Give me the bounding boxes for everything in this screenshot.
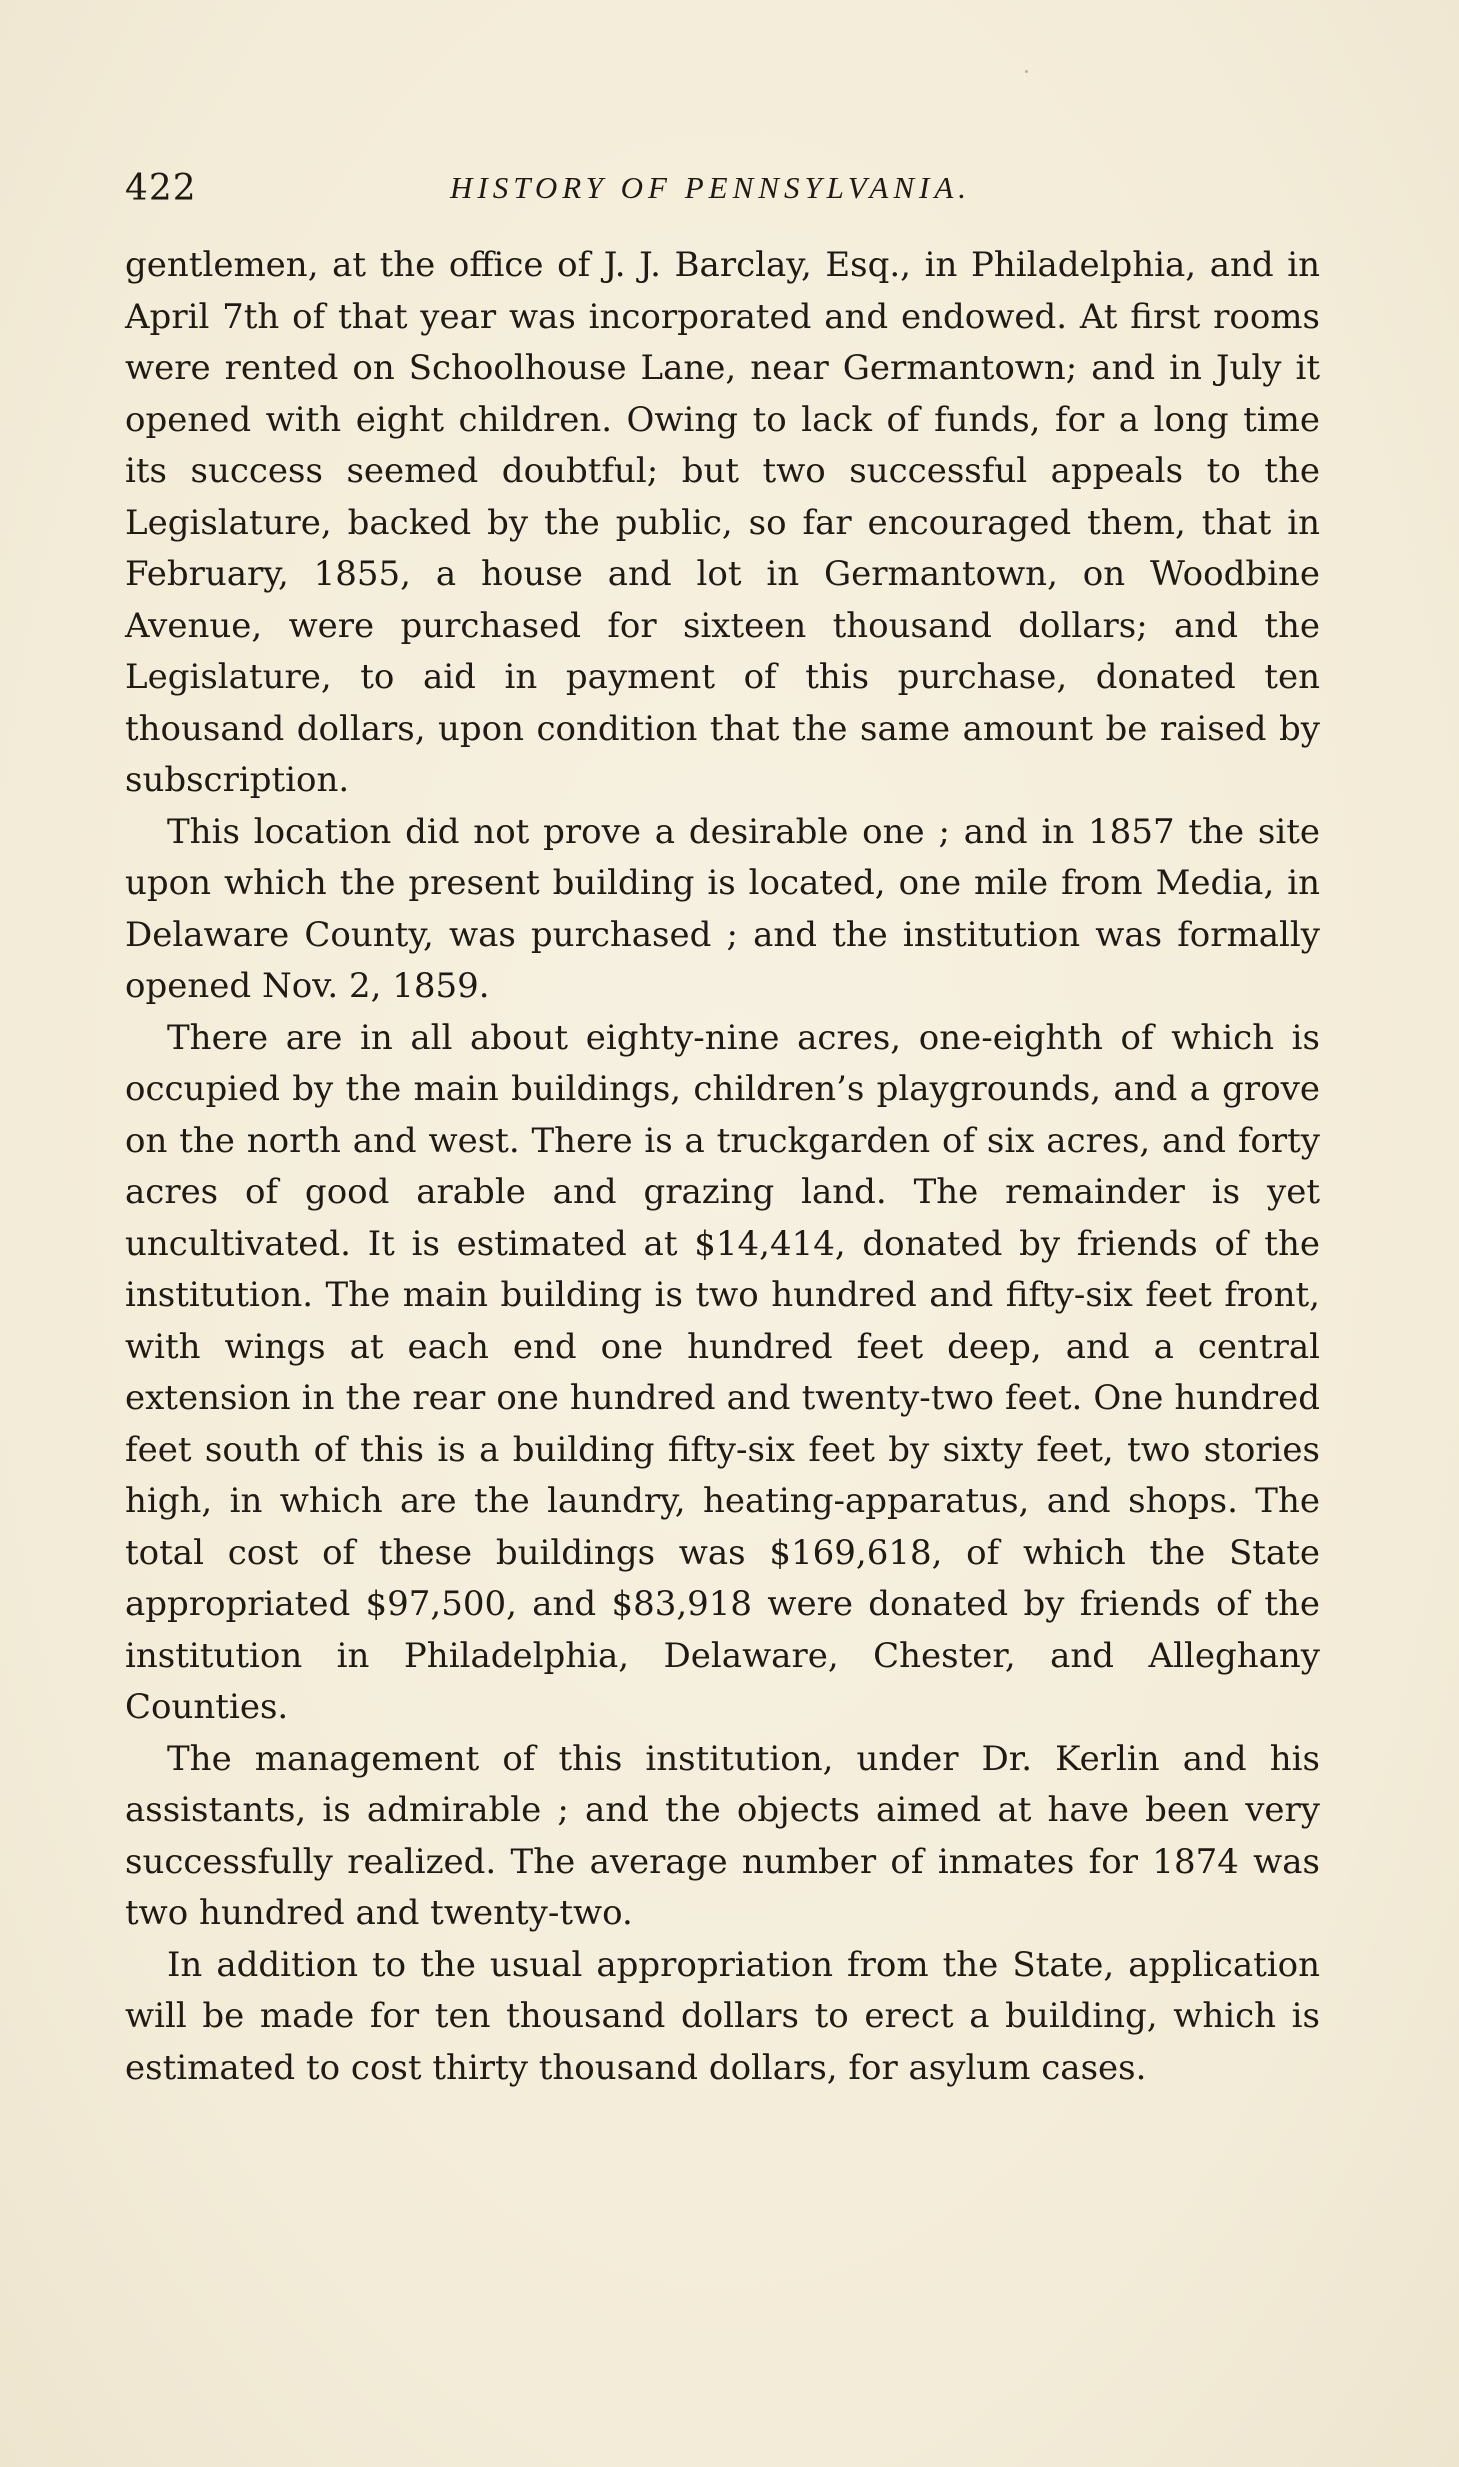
body-text	[125, 240, 1320, 2094]
paper-speck	[1025, 70, 1028, 73]
paragraph-4: The management of this institution, under Dr. Kerlin and his assistants, is admirable ; and the objects aimed at have been very successfully realized. The average number of inmates for 1874 was two hundred and twenty-two.	[125, 1738, 1320, 1933]
paragraph-5: In addition to the usual appropriation from the State, application will be made for ten thousand dollars to erect a building, which is estimated to cost thirty thousand dollars, for asylum cases.	[125, 1944, 1320, 2088]
paragraph-3: There are in all about eighty-nine acres, one-eighth of which is occupied by the main buildings, children’s playgrounds, and a grove on the north and west. There is a truckgarden of six acres, and forty acres of good arable and grazing land. The remainder is yet uncultivated. It is estimated at $14,414, donated by friends of the institution. The main building is two hundred and fifty-six feet front, with wings at each end one hundred feet deep, and a central extension in the rear one hundred and twenty-two feet. One hundred feet south of this is a building fifty-six feet by sixty feet, two stories high, in which are the laundry, heating-apparatus, and shops. The total cost of these buildings was $169,618, of which the State appropriated $97,500, and $83,918 were donated by friends of the institution in Philadelphia, Delaware, Chester, and Alleghany Counties.	[125, 1017, 1320, 1727]
running-head: HISTORY OF PENNSYLVANIA.	[450, 170, 972, 205]
paragraph-2: This location did not prove a desirable one ; and in 1857 the site upon which the present building is located, one mile from Media, in Delaware County, was purchased ; and the institution was formally opened Nov. 2, 1859.	[125, 811, 1320, 1006]
page-number: 422	[125, 168, 197, 209]
paragraph-1: gentlemen, at the office of J. J. Barclay, Esq., in Philadelphia, and in April 7th of that year was incorporated and endowed. At first rooms were rented on Schoolhouse Lane, near Germantown; and in July it opened with eight children. Owing to lack of funds, for a long time its success seemed doubtful; but two successful appeals to the Legislature, backed by the public, so far encouraged them, that in February, 1855, a house and lot in Germantown, on Woodbine Avenue, were purchased for sixteen thousand dollars; and the Legislature, to aid in payment of this purchase, donated ten thousand dollars, upon condition that the same amount be raised by subscription.	[125, 245, 1320, 800]
page-header	[125, 168, 1320, 216]
